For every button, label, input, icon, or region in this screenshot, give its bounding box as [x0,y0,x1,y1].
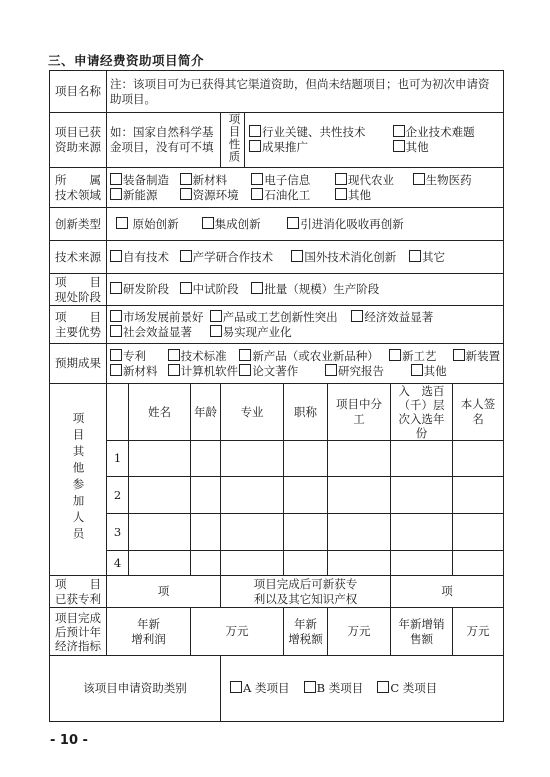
member-row [50,441,504,477]
member-name-cell[interactable] [129,477,191,514]
member-major-cell[interactable] [221,441,284,477]
source-option-other[interactable]: 其它 [409,250,445,265]
advantage-option-industrialization[interactable]: 易实现产业化 [210,325,292,340]
member-role-cell[interactable] [328,514,391,551]
project-name-field[interactable] [107,71,504,113]
members-header-signature: 本人签名 [453,384,504,441]
advantage-option-social[interactable]: 社会效益显著 [110,325,198,340]
tax-field[interactable] [328,608,391,656]
members-label: 项目其他参加人员 [50,384,107,576]
tech-option-environment[interactable]: 资源环境 [180,188,240,203]
checkbox[interactable] [180,282,192,294]
result-option-other[interactable]: 其他 [411,364,447,379]
stage-option-rd[interactable]: 研发阶段 [110,282,168,297]
checkbox[interactable] [110,188,122,200]
member-selection-cell[interactable] [391,551,453,576]
member-row [50,514,504,551]
checkbox[interactable] [251,282,263,294]
new-ip-label: 项目完成后可新获专 利以及其它知识产权 [221,576,391,608]
innovation-type-options [107,208,504,241]
checkbox[interactable] [116,217,128,229]
member-selection-cell[interactable] [391,441,453,477]
new-ip-unit: 项 [441,584,453,598]
checkbox[interactable] [110,325,122,337]
tech-field-options [107,168,504,208]
member-row-index: 2 [107,477,129,514]
funding-category-options [221,656,504,722]
advantage-option-economic[interactable]: 经济效益显著 [351,310,433,325]
project-stage-label: 项 目 现处阶段 [50,274,107,306]
checkbox[interactable] [210,310,222,322]
profit-unit: 万元 [225,624,249,638]
result-option-new-device[interactable]: 新装置 [453,349,501,364]
member-row-index: 3 [107,514,129,551]
tech-option-agriculture[interactable]: 现代农业 [335,173,401,188]
innovation-option-original[interactable]: 原始创新 [116,217,190,232]
economic-label: 项目完成 后预计年 经济指标 [50,608,107,656]
member-name-cell[interactable] [129,441,191,477]
checkbox[interactable] [239,349,251,361]
result-option-new-material[interactable]: 新材料 [110,364,156,379]
source-option-own[interactable]: 自有技术 [110,250,168,265]
category-option-c[interactable]: C 类项目 [377,681,437,696]
members-header-name: 姓名 [129,384,191,441]
result-option-new-product[interactable]: 新产品（或农业新品种） [239,349,377,364]
project-stage-options [107,274,504,306]
tech-source-options [107,241,504,274]
main-advantage-options [107,306,504,344]
checkbox[interactable] [351,310,363,322]
tech-field-label: 所 属 技术领域 [50,168,107,208]
checkbox[interactable] [168,349,180,361]
checkbox[interactable] [411,364,423,376]
checkbox[interactable] [409,250,421,262]
member-signature-cell[interactable] [453,477,504,514]
new-ip-count-field[interactable] [391,576,504,608]
nature-option-key-tech[interactable]: 行业关键、共性技术 [249,125,381,140]
checkbox[interactable] [110,364,122,376]
page-number: - 10 - [50,733,88,748]
funding-category-label: 该项目申请资助类别 [50,656,221,722]
checkbox[interactable] [110,310,122,322]
checkbox[interactable] [335,188,347,200]
patents-unit: 项 [157,584,170,598]
member-signature-cell[interactable] [453,551,504,576]
member-name-cell[interactable] [129,551,191,576]
expected-results-options [107,344,504,384]
profit-label: 年新 增利润 [107,608,191,656]
member-name-cell[interactable] [129,514,191,551]
patents-count-field[interactable] [107,576,221,608]
members-header-major: 专业 [221,384,284,441]
members-header-index [107,384,129,441]
tax-label: 年新 增税额 [284,608,328,656]
category-option-b[interactable]: B 类项目 [304,681,366,696]
stage-option-production[interactable]: 批量（规模）生产阶段 [251,282,379,297]
checkbox[interactable] [291,250,303,262]
member-title-cell[interactable] [284,514,328,551]
main-advantage-label: 项 目 主要优势 [50,306,107,344]
result-option-patent[interactable]: 专利 [110,349,156,364]
member-age-cell[interactable] [191,551,221,576]
members-header-selection: 入 选百（千）层次入选年份 [391,384,453,441]
tech-option-biomedicine[interactable]: 生物医药 [413,173,472,188]
checkbox[interactable] [239,364,251,376]
checkbox[interactable] [202,217,214,229]
member-age-cell[interactable] [191,441,221,477]
nature-option-promotion[interactable]: 成果推广 [249,140,381,155]
result-option-standard[interactable]: 技术标准 [168,349,228,364]
funding-source-label: 项目已获 资助来源 [50,113,107,168]
member-role-cell[interactable] [328,477,391,514]
project-name-label: 项目名称 [50,71,107,113]
member-age-cell[interactable] [191,514,221,551]
member-row-index: 4 [107,551,129,576]
funding-source-example: 如：国家自然科学基金项目，没有可不填 [110,125,214,154]
checkbox[interactable] [325,364,337,376]
member-title-cell[interactable] [284,441,328,477]
checkbox[interactable] [251,173,263,185]
checkbox[interactable] [180,250,192,262]
tech-option-petrochemical[interactable]: 石油化工 [251,188,323,203]
checkbox[interactable] [287,217,299,229]
tech-source-label: 技术来源 [50,241,107,274]
category-option-a[interactable]: A 类项目 [230,681,292,696]
member-title-cell[interactable] [284,477,328,514]
member-signature-cell[interactable] [453,441,504,477]
member-title-cell[interactable] [284,551,328,576]
checkbox[interactable] [110,282,122,294]
checkbox[interactable] [335,173,347,185]
nature-option-enterprise-problem[interactable]: 企业技术难题 [393,125,475,140]
member-major-cell[interactable] [221,551,284,576]
checkbox[interactable] [249,125,261,137]
checkbox[interactable] [393,125,405,137]
members-header-role: 项目中分工 [328,384,391,441]
tech-option-electronics[interactable]: 电子信息 [251,173,323,188]
member-role-cell[interactable] [328,551,391,576]
tech-option-other[interactable]: 其他 [335,188,371,203]
checkbox[interactable] [251,188,263,200]
patents-label: 项 目 已获专利 [50,576,107,608]
funding-source-field[interactable] [107,113,221,168]
checkbox[interactable] [180,173,192,185]
project-name-note: 注：该项目可为已获得其它渠道资助，但尚未结题项目；也可为初次申请资助项目。 [110,76,490,106]
result-option-report[interactable]: 研究报告 [325,364,399,379]
member-signature-cell[interactable] [453,514,504,551]
tech-option-new-materials[interactable]: 新材料 [180,173,240,188]
checkbox[interactable] [453,349,465,361]
checkbox[interactable] [210,325,222,337]
member-row [50,477,504,514]
innovation-option-integrated[interactable]: 集成创新 [202,217,276,232]
nature-option-other[interactable]: 其他 [393,140,429,155]
member-role-cell[interactable] [328,441,391,477]
checkbox[interactable] [230,681,242,693]
checkbox[interactable] [389,349,401,361]
members-header-age: 年龄 [191,384,221,441]
checkbox[interactable] [393,140,405,152]
member-major-cell[interactable] [221,477,284,514]
project-nature-label: 项目性质 [227,113,242,163]
result-option-new-process[interactable]: 新工艺 [389,349,441,364]
checkbox[interactable] [249,140,261,152]
checkbox[interactable] [413,173,425,185]
result-option-papers[interactable]: 论文著作 [239,364,313,379]
sales-unit: 万元 [466,624,490,638]
expected-results-label: 预期成果 [50,344,107,384]
tech-option-new-energy[interactable]: 新能源 [110,188,168,203]
advantage-option-innovation[interactable]: 产品或工艺创新性突出 [210,310,340,325]
innovation-option-reinnovation[interactable]: 引进消化吸收再创新 [287,217,404,232]
member-selection-cell[interactable] [391,477,453,514]
member-row-index: 1 [107,441,129,477]
innovation-type-label: 创新类型 [50,208,107,241]
checkbox[interactable] [168,364,180,376]
source-option-foreign[interactable]: 国外技术消化创新 [291,250,397,265]
source-option-cooperation[interactable]: 产学研合作技术 [180,250,280,265]
checkbox[interactable] [110,250,122,262]
member-selection-cell[interactable] [391,514,453,551]
profit-field[interactable] [191,608,284,656]
members-header-title: 职称 [284,384,328,441]
member-major-cell[interactable] [221,514,284,551]
checkbox[interactable] [304,681,316,693]
checkbox[interactable] [110,349,122,361]
section-heading: 三、申请经费资助项目简介 [48,53,205,68]
checkbox[interactable] [110,173,122,185]
sales-label: 年新增销 售额 [391,608,453,656]
result-option-software[interactable]: 计算机软件 [168,364,228,379]
member-row [50,551,504,576]
checkbox[interactable] [377,681,389,693]
application-form [49,70,503,707]
member-age-cell[interactable] [191,477,221,514]
advantage-option-market[interactable]: 市场发展前景好 [110,310,198,325]
sales-field[interactable] [453,608,504,656]
tax-unit: 万元 [347,624,371,638]
stage-option-pilot[interactable]: 中试阶段 [180,282,240,297]
checkbox[interactable] [180,188,192,200]
tech-option-equipment[interactable]: 装备制造 [110,173,168,188]
project-nature-cell [221,113,504,168]
